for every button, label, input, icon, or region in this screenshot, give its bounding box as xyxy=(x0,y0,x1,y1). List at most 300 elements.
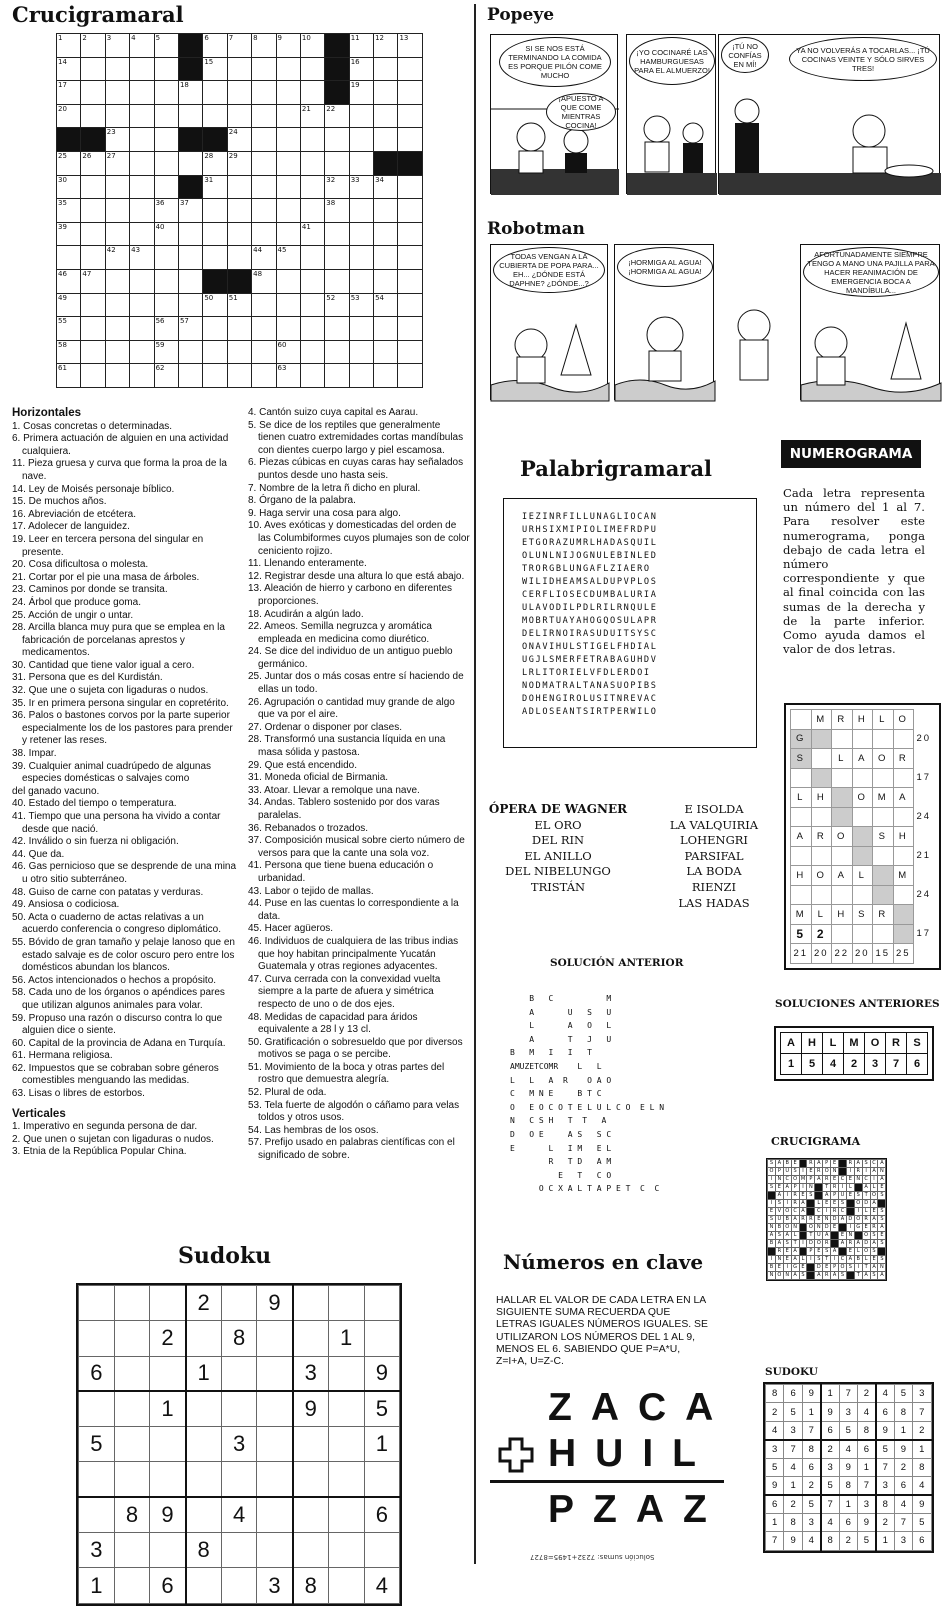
clue-item: 25. Juntar dos o más cosas entre sí haciendo de ellas un todo. xyxy=(248,671,464,696)
numerograma-cell xyxy=(832,924,853,944)
cell-number: 35 xyxy=(58,199,67,208)
mini-cell: S xyxy=(839,1272,847,1280)
clue-item: 12. Registrar desde una altura lo que está abajo. xyxy=(248,570,465,582)
crossword-cell xyxy=(130,364,154,388)
numerograma-cell xyxy=(852,729,873,749)
mini-cell: O xyxy=(872,1192,876,1198)
solution-row: D O E A S S C xyxy=(510,1129,612,1139)
numerograma-cell xyxy=(852,885,873,905)
numerograma-cell: H xyxy=(893,827,914,847)
crossword-cell xyxy=(276,317,300,341)
clue-item: 45. Hacer agüeros. xyxy=(248,923,334,935)
clue-item: 3. Etnia de la República Popular China. xyxy=(12,1146,187,1158)
mini-cell: N xyxy=(878,1264,886,1272)
word-search-row: DOHENGIROLUSITNREVAC xyxy=(522,694,658,704)
sudoku-solution-table xyxy=(765,1384,932,1551)
crossword-cell xyxy=(325,317,349,341)
numerograma-cell: L xyxy=(791,788,812,808)
numerograma-cell: H xyxy=(791,866,812,886)
numerograma-cell: 20 xyxy=(852,944,873,964)
crossword-cell xyxy=(300,199,324,223)
clue-item: 34. Andas. Tablero sostenido por dos varas paralelas. xyxy=(248,797,440,821)
numerograma-cell: 15 xyxy=(873,944,894,964)
mini-cell: P xyxy=(831,1192,839,1200)
solution-key-cell: 2 xyxy=(844,1054,865,1075)
numerograma-cell: H xyxy=(832,905,853,925)
sudoku-cell: 3 xyxy=(293,1356,329,1391)
mini-cell: I xyxy=(768,1200,776,1208)
numerograma-cell: M xyxy=(791,905,812,925)
crossword-cell xyxy=(81,222,105,246)
sudoku-solution-cell: 5 xyxy=(857,1532,875,1550)
sudoku-solution-cell: 7 xyxy=(876,1458,894,1476)
numerograma-cell xyxy=(893,924,914,944)
mini-cell: E xyxy=(846,1176,854,1184)
sudoku-solution-row xyxy=(766,1513,932,1531)
clue-item: 50. Gratificación o sobresueldo que por diversos motivos se paga o se percibe. xyxy=(248,1036,463,1061)
mini-cell: I xyxy=(839,1184,847,1192)
crossword-cell xyxy=(325,364,349,388)
sudoku-cell xyxy=(221,1286,257,1321)
mini-cell xyxy=(839,1248,847,1256)
sudoku-solution-title: SUDOKU xyxy=(765,1366,818,1378)
numerograma-cell xyxy=(811,885,832,905)
crossword-cell xyxy=(349,104,373,128)
cell-number: 2 xyxy=(82,34,87,42)
sudoku-solution-row xyxy=(766,1403,932,1421)
crossword-cell xyxy=(374,128,398,152)
mini-cell: N xyxy=(846,1232,854,1240)
crossword-cell xyxy=(81,81,105,105)
mini-cell: L xyxy=(854,1248,862,1256)
crossword-cell xyxy=(105,364,129,388)
cell-number: 43 xyxy=(131,246,141,255)
clue-item: 22. Ameos. Semilla negruzca y aromática empleada en medicina como diurético. xyxy=(248,621,432,645)
popeye-title: Popeye xyxy=(487,5,555,25)
solution-key-cell: O xyxy=(865,1033,886,1054)
word-search-row: URHSIXMIPIOLIMEFRDPU xyxy=(522,525,658,535)
sudoku-cell xyxy=(364,1533,400,1568)
sudoku-solution-cell: 9 xyxy=(857,1513,875,1531)
mini-row xyxy=(768,1264,886,1272)
mini-cell: P xyxy=(823,1160,831,1168)
sudoku-solution-cell: 8 xyxy=(913,1458,931,1476)
crossword-cell xyxy=(130,269,154,293)
sudoku-solution-cell: 1 xyxy=(766,1513,784,1531)
sudoku-cell: 5 xyxy=(364,1391,400,1426)
crossword-cell xyxy=(252,364,276,388)
mini-cell: P xyxy=(807,1176,815,1184)
numerograma-cell: O xyxy=(811,866,832,886)
numerograma-cell: R xyxy=(893,749,914,769)
clave-row-1: ZACA xyxy=(548,1386,733,1429)
word-search-row: ADLOSEANTSIRTPERWILO xyxy=(522,707,658,717)
clue-item: 40. Estado del tiempo o temperatura. xyxy=(12,798,177,810)
solution-row: R T D A M xyxy=(510,1157,612,1167)
numerograma-cell: 20 xyxy=(811,944,832,964)
crossword-cell xyxy=(398,317,422,341)
sudoku-solution-cell: 4 xyxy=(894,1495,912,1513)
mini-cell xyxy=(878,1200,886,1208)
crossword-cell xyxy=(178,340,202,364)
crossword-cell xyxy=(203,246,227,270)
mini-cell: B xyxy=(768,1240,776,1248)
numerograma-cell xyxy=(811,846,832,866)
crossword-cell xyxy=(374,57,398,81)
mini-cell: A xyxy=(878,1160,886,1168)
sudoku-cell: 1 xyxy=(328,1321,364,1356)
opera-word: EL ORO xyxy=(534,817,582,832)
clue-item: 31. Persona que es del Kurdistán. xyxy=(12,672,163,684)
sudoku-cell: 8 xyxy=(221,1321,257,1356)
sudoku-solution-cell: 9 xyxy=(766,1476,784,1494)
mini-row xyxy=(768,1200,886,1208)
sudoku-cell: 9 xyxy=(293,1391,329,1426)
mini-cell: C xyxy=(815,1208,823,1216)
crossword-cell xyxy=(57,81,81,105)
mini-cell: A xyxy=(799,1200,807,1208)
mini-cell: R xyxy=(807,1160,815,1168)
crossword-cell xyxy=(398,293,422,317)
clue-item: 7. Nombre de la letra ñ dicho en plural. xyxy=(248,482,421,494)
numerograma-cell xyxy=(893,905,914,925)
crossword-cell xyxy=(227,364,251,388)
sudoku-row xyxy=(79,1286,400,1321)
solution-row: O E O C O T E L U L C O E L N xyxy=(510,1102,665,1112)
crossword-cell xyxy=(374,222,398,246)
numerograma-cell: H xyxy=(811,788,832,808)
numerograma-row xyxy=(791,846,935,866)
sudoku-cell xyxy=(328,1497,364,1532)
sudoku-cell xyxy=(328,1391,364,1426)
crossword-cell xyxy=(252,293,276,317)
mini-cell: C xyxy=(791,1208,799,1216)
cell-number: 26 xyxy=(82,151,92,160)
mini-cell: R xyxy=(775,1248,783,1256)
numerograma-row xyxy=(791,924,935,944)
sudoku-solution-cell: 5 xyxy=(802,1495,820,1513)
crossword-table xyxy=(56,33,423,388)
mini-cell: S xyxy=(878,1240,886,1248)
numerograma-cell xyxy=(832,729,853,749)
crossword-cell xyxy=(252,128,276,152)
clue-item: 54. Las hembras de los osos. xyxy=(248,1124,379,1136)
sudoku-solution-cell: 2 xyxy=(857,1385,875,1403)
mini-cell xyxy=(854,1232,862,1240)
cell-number: 34 xyxy=(375,175,384,184)
numerograma-cell: 24 xyxy=(914,807,935,827)
crossword-cell xyxy=(178,175,202,199)
crossword-cell xyxy=(398,151,422,175)
mini-cell: I xyxy=(831,1256,839,1264)
crossword-cell xyxy=(203,293,227,317)
crossword-cell xyxy=(398,222,422,246)
mini-cell: A xyxy=(839,1216,847,1224)
mini-cell xyxy=(768,1192,776,1200)
cell-number: 21 xyxy=(301,104,311,113)
sudoku-cell xyxy=(186,1391,222,1426)
sudoku-solution-cell: 6 xyxy=(839,1513,857,1531)
cell-number: 59 xyxy=(155,340,165,349)
sudoku-cell xyxy=(150,1286,186,1321)
sudoku-cell xyxy=(328,1286,364,1321)
crossword-cell xyxy=(105,175,129,199)
crossword-cell xyxy=(227,199,251,223)
crossword-row xyxy=(57,222,423,246)
numerograma-cell: R xyxy=(832,710,853,730)
cell-number: 51 xyxy=(228,293,238,302)
mini-cell: R xyxy=(791,1200,799,1208)
mini-cell: T xyxy=(862,1192,870,1200)
mini-cell: E xyxy=(831,1200,839,1208)
sudoku-table xyxy=(78,1285,400,1604)
clue-item: 41. Tiempo que una persona ha vivido a contar desde que nació. xyxy=(12,811,221,835)
word-search-row: LRLITORIELVFDLERDOI xyxy=(522,668,651,678)
sudoku-solution-grid xyxy=(763,1382,934,1553)
mini-cell: S xyxy=(878,1192,886,1200)
sudoku-cell: 6 xyxy=(364,1497,400,1532)
crossword-cell xyxy=(130,57,154,81)
mini-row xyxy=(768,1240,886,1248)
crossword-cell xyxy=(130,34,154,58)
mini-cell: U xyxy=(783,1168,791,1176)
mini-cell: A xyxy=(783,1184,791,1192)
crossword-cell xyxy=(178,246,202,270)
cell-number: 41 xyxy=(301,222,311,231)
crossword-cell xyxy=(374,34,398,58)
mini-cell: E xyxy=(870,1208,878,1216)
mini-cell: S xyxy=(854,1192,862,1200)
cell-number: 28 xyxy=(204,151,214,160)
cell-number: 23 xyxy=(106,128,116,137)
mini-cell: O xyxy=(856,1216,861,1222)
crossword-cell xyxy=(105,81,129,105)
crossword-cell xyxy=(203,34,227,58)
sudoku-cell xyxy=(293,1533,329,1568)
crossword-cell xyxy=(374,246,398,270)
cell-number: 54 xyxy=(375,293,384,302)
mini-cell: E xyxy=(815,1216,823,1224)
sudoku-solution-cell: 9 xyxy=(894,1440,912,1458)
sudoku-cell xyxy=(114,1356,150,1391)
crossword-cell xyxy=(349,340,373,364)
sudoku-solution-cell: 7 xyxy=(894,1513,912,1531)
crossword-cell xyxy=(130,128,154,152)
sudoku-solution-cell: 3 xyxy=(821,1458,839,1476)
numerograma-cell: G xyxy=(791,729,812,749)
sudoku-solution-cell: 3 xyxy=(839,1403,857,1421)
sudoku-cell xyxy=(221,1568,257,1603)
sudoku-cell: 2 xyxy=(186,1286,222,1321)
sudoku-solution-cell: 7 xyxy=(784,1440,802,1458)
crossword-cell xyxy=(252,175,276,199)
crossword-cell xyxy=(252,222,276,246)
sudoku-solution-cell: 6 xyxy=(802,1458,820,1476)
sudoku-cell xyxy=(293,1462,329,1497)
mini-cell: A xyxy=(862,1184,870,1192)
clue-item: 23. Caminos por donde se transita. xyxy=(12,584,168,596)
clue-item: 32. Que une o sujeta con ligaduras o nudos. xyxy=(12,685,209,697)
mini-cell xyxy=(807,1272,815,1280)
crossword-cell xyxy=(130,81,154,105)
crossword-cell xyxy=(154,246,178,270)
sudoku-solution-cell: 7 xyxy=(913,1403,931,1421)
cell-number: 32 xyxy=(326,175,336,184)
numerograma-cell xyxy=(873,807,894,827)
mini-cell: I xyxy=(768,1256,776,1264)
numerograma-cell: 17 xyxy=(914,768,935,788)
crossword-row xyxy=(57,34,423,58)
popeye-panel-3 xyxy=(718,34,940,194)
crossword-cell xyxy=(81,246,105,270)
sudoku-cell: 1 xyxy=(364,1427,400,1462)
clue-item: 5. Se dice de los reptiles que generalmente tienen cuatro extremidades cortas mandíbulas con dientes cuerpo largo y piel escamosa. xyxy=(248,419,464,456)
mini-cell: L xyxy=(799,1256,807,1264)
sudoku-solution-cell: 1 xyxy=(821,1385,839,1403)
robotman-drawing-2 xyxy=(615,289,715,401)
numerograma-cell: S xyxy=(873,827,894,847)
crossword-cell xyxy=(81,104,105,128)
numerograma-cell: R xyxy=(811,827,832,847)
crossword-cell xyxy=(398,340,422,364)
solution-key-cell: L xyxy=(823,1033,844,1054)
sudoku-solution-cell: 5 xyxy=(839,1421,857,1439)
mini-cell: I xyxy=(783,1264,791,1272)
solution-key-cell: 1 xyxy=(781,1054,802,1075)
numerograma-row xyxy=(791,905,935,925)
crossword-cell xyxy=(178,199,202,223)
numerograma-cell: 21 xyxy=(791,944,812,964)
sudoku-cell xyxy=(257,1391,293,1426)
crossword-cell xyxy=(276,128,300,152)
mini-cell: A xyxy=(878,1224,886,1232)
crossword-cell xyxy=(105,293,129,317)
numerograma-cell xyxy=(811,807,832,827)
numerograma-grid xyxy=(784,703,941,970)
crossword-cell xyxy=(325,151,349,175)
cell-number: 46 xyxy=(58,269,67,278)
crossword-cell xyxy=(227,151,251,175)
numerograma-table xyxy=(790,709,935,964)
mini-cell: I xyxy=(846,1224,854,1232)
mini-cell xyxy=(839,1160,847,1168)
mini-cell: S xyxy=(768,1160,776,1168)
sudoku-cell: 6 xyxy=(150,1568,186,1603)
sudoku-solution-cell: 8 xyxy=(802,1440,820,1458)
mini-cell: R xyxy=(823,1240,831,1248)
crossword-cell xyxy=(130,222,154,246)
crossword-cell xyxy=(105,104,129,128)
mini-cell: O xyxy=(785,1224,790,1230)
crossword-cell xyxy=(374,81,398,105)
mini-cell: S xyxy=(807,1192,815,1200)
crossword-cell xyxy=(81,151,105,175)
clue-item: 46. Gas pernicioso que se desprende de una mina u otro sitio subterráneo. xyxy=(12,861,237,885)
robotman-title: Robotman xyxy=(487,219,585,239)
opera-list-left xyxy=(488,818,628,896)
clue-item: 30. Cantidad que tiene valor igual a cero. xyxy=(12,659,195,671)
sudoku-cell xyxy=(114,1391,150,1426)
clue-item: 8. Órgano de la palabra. xyxy=(248,495,356,507)
solucion-anterior-title: SOLUCIÓN ANTERIOR xyxy=(550,957,684,969)
crossword-cell xyxy=(227,269,251,293)
numerograma-cell xyxy=(791,846,812,866)
sudoku-row xyxy=(79,1462,400,1497)
mini-cell: A xyxy=(870,1264,878,1272)
crossword-cell xyxy=(325,104,349,128)
opera-list-right xyxy=(648,802,780,911)
sudoku-solution-cell: 9 xyxy=(784,1532,802,1550)
crossword-cell xyxy=(374,151,398,175)
sudoku-cell xyxy=(221,1533,257,1568)
mini-cell: E xyxy=(878,1232,886,1240)
clue-item: 42. Inválido o sin fuerza ni obligación. xyxy=(12,836,179,848)
crossword-cell xyxy=(130,317,154,341)
sudoku-cell: 1 xyxy=(79,1568,115,1603)
mini-cell: S xyxy=(783,1240,791,1248)
sudoku-solution-cell: 4 xyxy=(766,1421,784,1439)
sudoku-cell xyxy=(257,1321,293,1356)
crossword-cell xyxy=(178,269,202,293)
crossword-cell xyxy=(300,317,324,341)
crossword-cell xyxy=(203,340,227,364)
mini-cell xyxy=(815,1192,823,1200)
sudoku-solution-cell: 3 xyxy=(894,1532,912,1550)
crucigramaral-title: Crucigramaral xyxy=(12,2,184,27)
mini-cell: D xyxy=(862,1200,870,1208)
mini-cell: E xyxy=(783,1256,791,1264)
sudoku-cell xyxy=(328,1356,364,1391)
mini-cell: R xyxy=(791,1192,799,1200)
crossword-cell xyxy=(154,81,178,105)
sudoku-cell: 2 xyxy=(150,1321,186,1356)
crossword-cell xyxy=(252,151,276,175)
sudoku-solution-cell: 3 xyxy=(857,1495,875,1513)
crossword-cell xyxy=(154,151,178,175)
mini-row xyxy=(768,1192,886,1200)
mini-cell: I xyxy=(807,1256,815,1264)
crossword-cell xyxy=(276,199,300,223)
sudoku-cell: 6 xyxy=(79,1356,115,1391)
numerograma-cell: A xyxy=(852,749,873,769)
mini-cell: L xyxy=(791,1232,799,1240)
numerograma-cell: 5 xyxy=(791,924,812,944)
sudoku-cell xyxy=(150,1427,186,1462)
crossword-row xyxy=(57,128,423,152)
crossword-cell xyxy=(57,246,81,270)
crossword-cell xyxy=(227,293,251,317)
opera-word: E ISOLDA xyxy=(684,802,744,816)
numerograma-cell xyxy=(893,885,914,905)
numerograma-cell xyxy=(852,846,873,866)
sudoku-cell xyxy=(186,1497,222,1532)
crossword-cell xyxy=(57,222,81,246)
cell-number: 8 xyxy=(253,34,258,42)
crossword-cell xyxy=(203,81,227,105)
mini-cell: I xyxy=(799,1168,807,1176)
solution-row: O C X A L T A P E T C C xyxy=(510,1184,660,1194)
soluciones-anteriores-table xyxy=(780,1032,928,1075)
cell-number: 1 xyxy=(58,34,63,42)
sudoku-solution-cell: 6 xyxy=(876,1403,894,1421)
crossword-cell xyxy=(300,293,324,317)
crossword-cell xyxy=(57,104,81,128)
crossword-row xyxy=(57,81,423,105)
crossword-cell xyxy=(57,317,81,341)
numerograma-cell xyxy=(873,846,894,866)
mini-cell xyxy=(839,1168,847,1176)
crossword-cell xyxy=(252,269,276,293)
